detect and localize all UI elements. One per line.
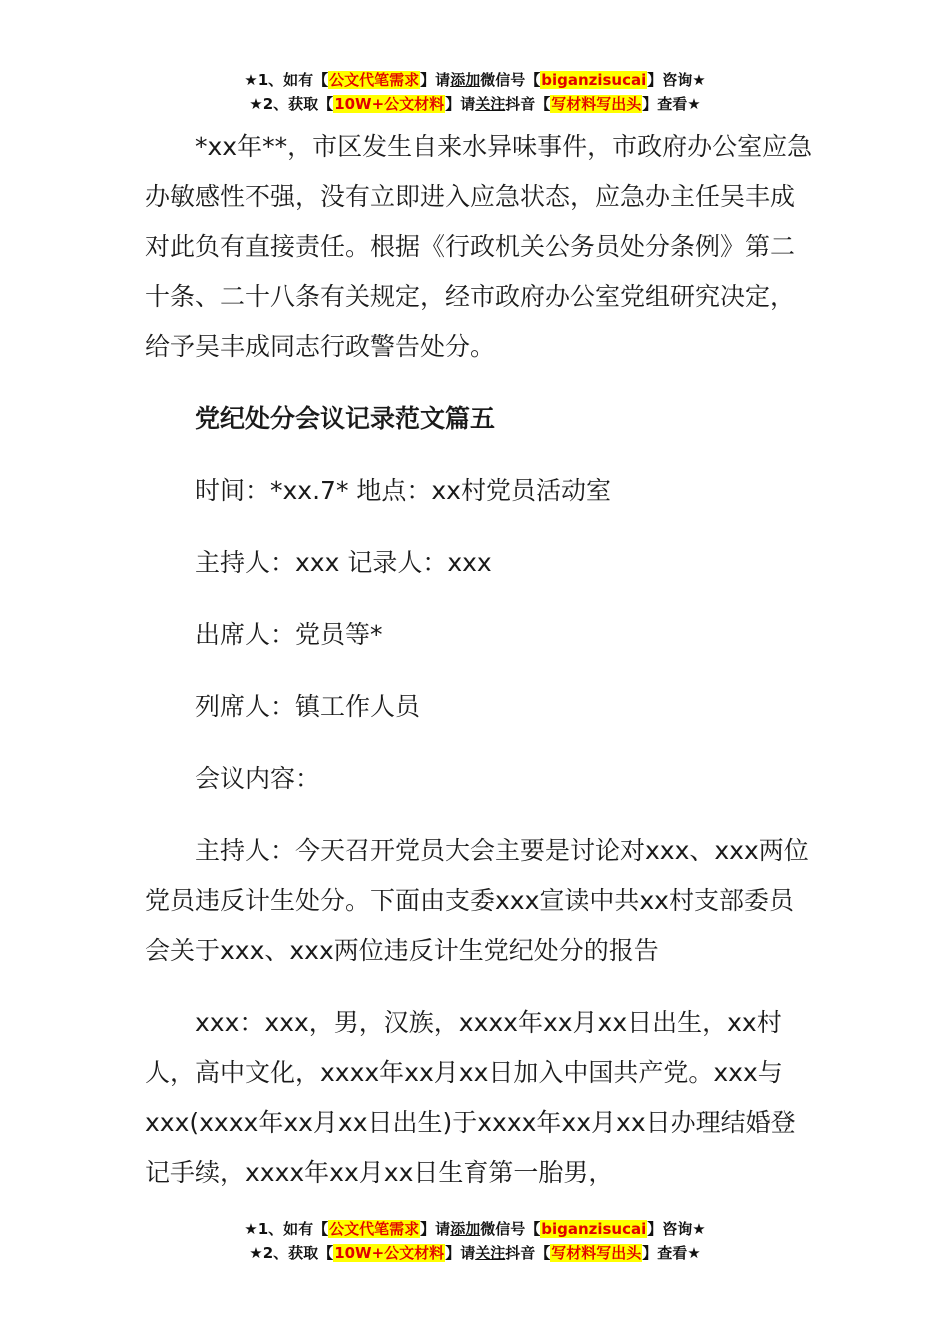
promo-line-2 [0, 1241, 950, 1265]
promo-line-2 [0, 92, 950, 116]
promo-line-1 [0, 68, 950, 92]
promo-underline: 关注 [475, 1244, 506, 1262]
document-body [145, 122, 815, 1198]
promo-highlight: 写材料写出头 [551, 95, 642, 113]
promo-text: 】咨询★ [647, 71, 706, 89]
promo-text: 】查看★ [642, 1244, 701, 1262]
promo-text: 】请 [420, 1220, 451, 1238]
promo-highlight: biganzisucai [541, 71, 647, 89]
meeting-host-recorder: 主持人：xxx 记录人：xxx [195, 548, 492, 577]
promo-banner-bottom [0, 1217, 950, 1265]
promo-highlight: 公文代笔需求 [329, 71, 420, 89]
promo-text: ★1、如有【 [244, 1220, 329, 1238]
promo-highlight: 写材料写出头 [551, 1244, 642, 1262]
promo-highlight: 10W+公文材料 [334, 95, 445, 113]
paragraph-member-record: xxx：xxx，男，汉族，xxxx年xx月xx日出生，xx村人，高中文化，xxxx年xx月xx日加入中国共产党。xxx与xxx(xxxx年xx月xx日出生)于xxxx年xx月xx日办理结婚登记手续，xxxx年xx月xx日生育第一胎男， [145, 1008, 796, 1187]
meeting-time-place: 时间：*xx.7* 地点：xx村党员活动室 [195, 476, 611, 505]
promo-text: 】请 [445, 95, 476, 113]
promo-underline: 添加 [450, 1220, 481, 1238]
promo-text: ★1、如有【 [244, 71, 329, 89]
promo-underline: 关注 [475, 95, 506, 113]
meeting-attendees: 出席人：党员等* [195, 620, 383, 649]
promo-highlight: 公文代笔需求 [329, 1220, 420, 1238]
promo-highlight: biganzisucai [541, 1220, 647, 1238]
paragraph-host-speech: 主持人：今天召开党员大会主要是讨论对xxx、xxx两位党员违反计生处分。下面由支委xxx宣读中共xx村支部委员会关于xxx、xxx两位违反计生党纪处分的报告 [145, 836, 809, 965]
promo-text: 微信号【 [480, 71, 541, 89]
promo-text: 】咨询★ [647, 1220, 706, 1238]
promo-highlight: 10W+公文材料 [334, 1244, 445, 1262]
promo-text: 抖音【 [505, 1244, 551, 1262]
promo-text: 】请 [445, 1244, 476, 1262]
section-heading: 党纪处分会议记录范文篇五 [195, 404, 496, 433]
promo-text: 】请 [420, 71, 451, 89]
promo-text: 】查看★ [642, 95, 701, 113]
meeting-observers: 列席人：镇工作人员 [195, 692, 421, 721]
meeting-content-label: 会议内容： [195, 764, 321, 793]
promo-text: ★2、获取【 [249, 1244, 334, 1262]
promo-line-1 [0, 1217, 950, 1241]
promo-text: ★2、获取【 [249, 95, 334, 113]
promo-text: 微信号【 [480, 1220, 541, 1238]
promo-banner-top [0, 68, 950, 116]
paragraph-incident: *xx年**，市区发生自来水异味事件，市政府办公室应急办敏感性不强，没有立即进入应急状态，应急办主任吴丰成对此负有直接责任。根据《行政机关公务员处分条例》第二十条、二十八条有关规定，经市政府办公室党组研究决定，给予吴丰成同志行政警告处分。 [145, 132, 813, 361]
promo-text: 抖音【 [505, 95, 551, 113]
promo-underline: 添加 [450, 71, 481, 89]
